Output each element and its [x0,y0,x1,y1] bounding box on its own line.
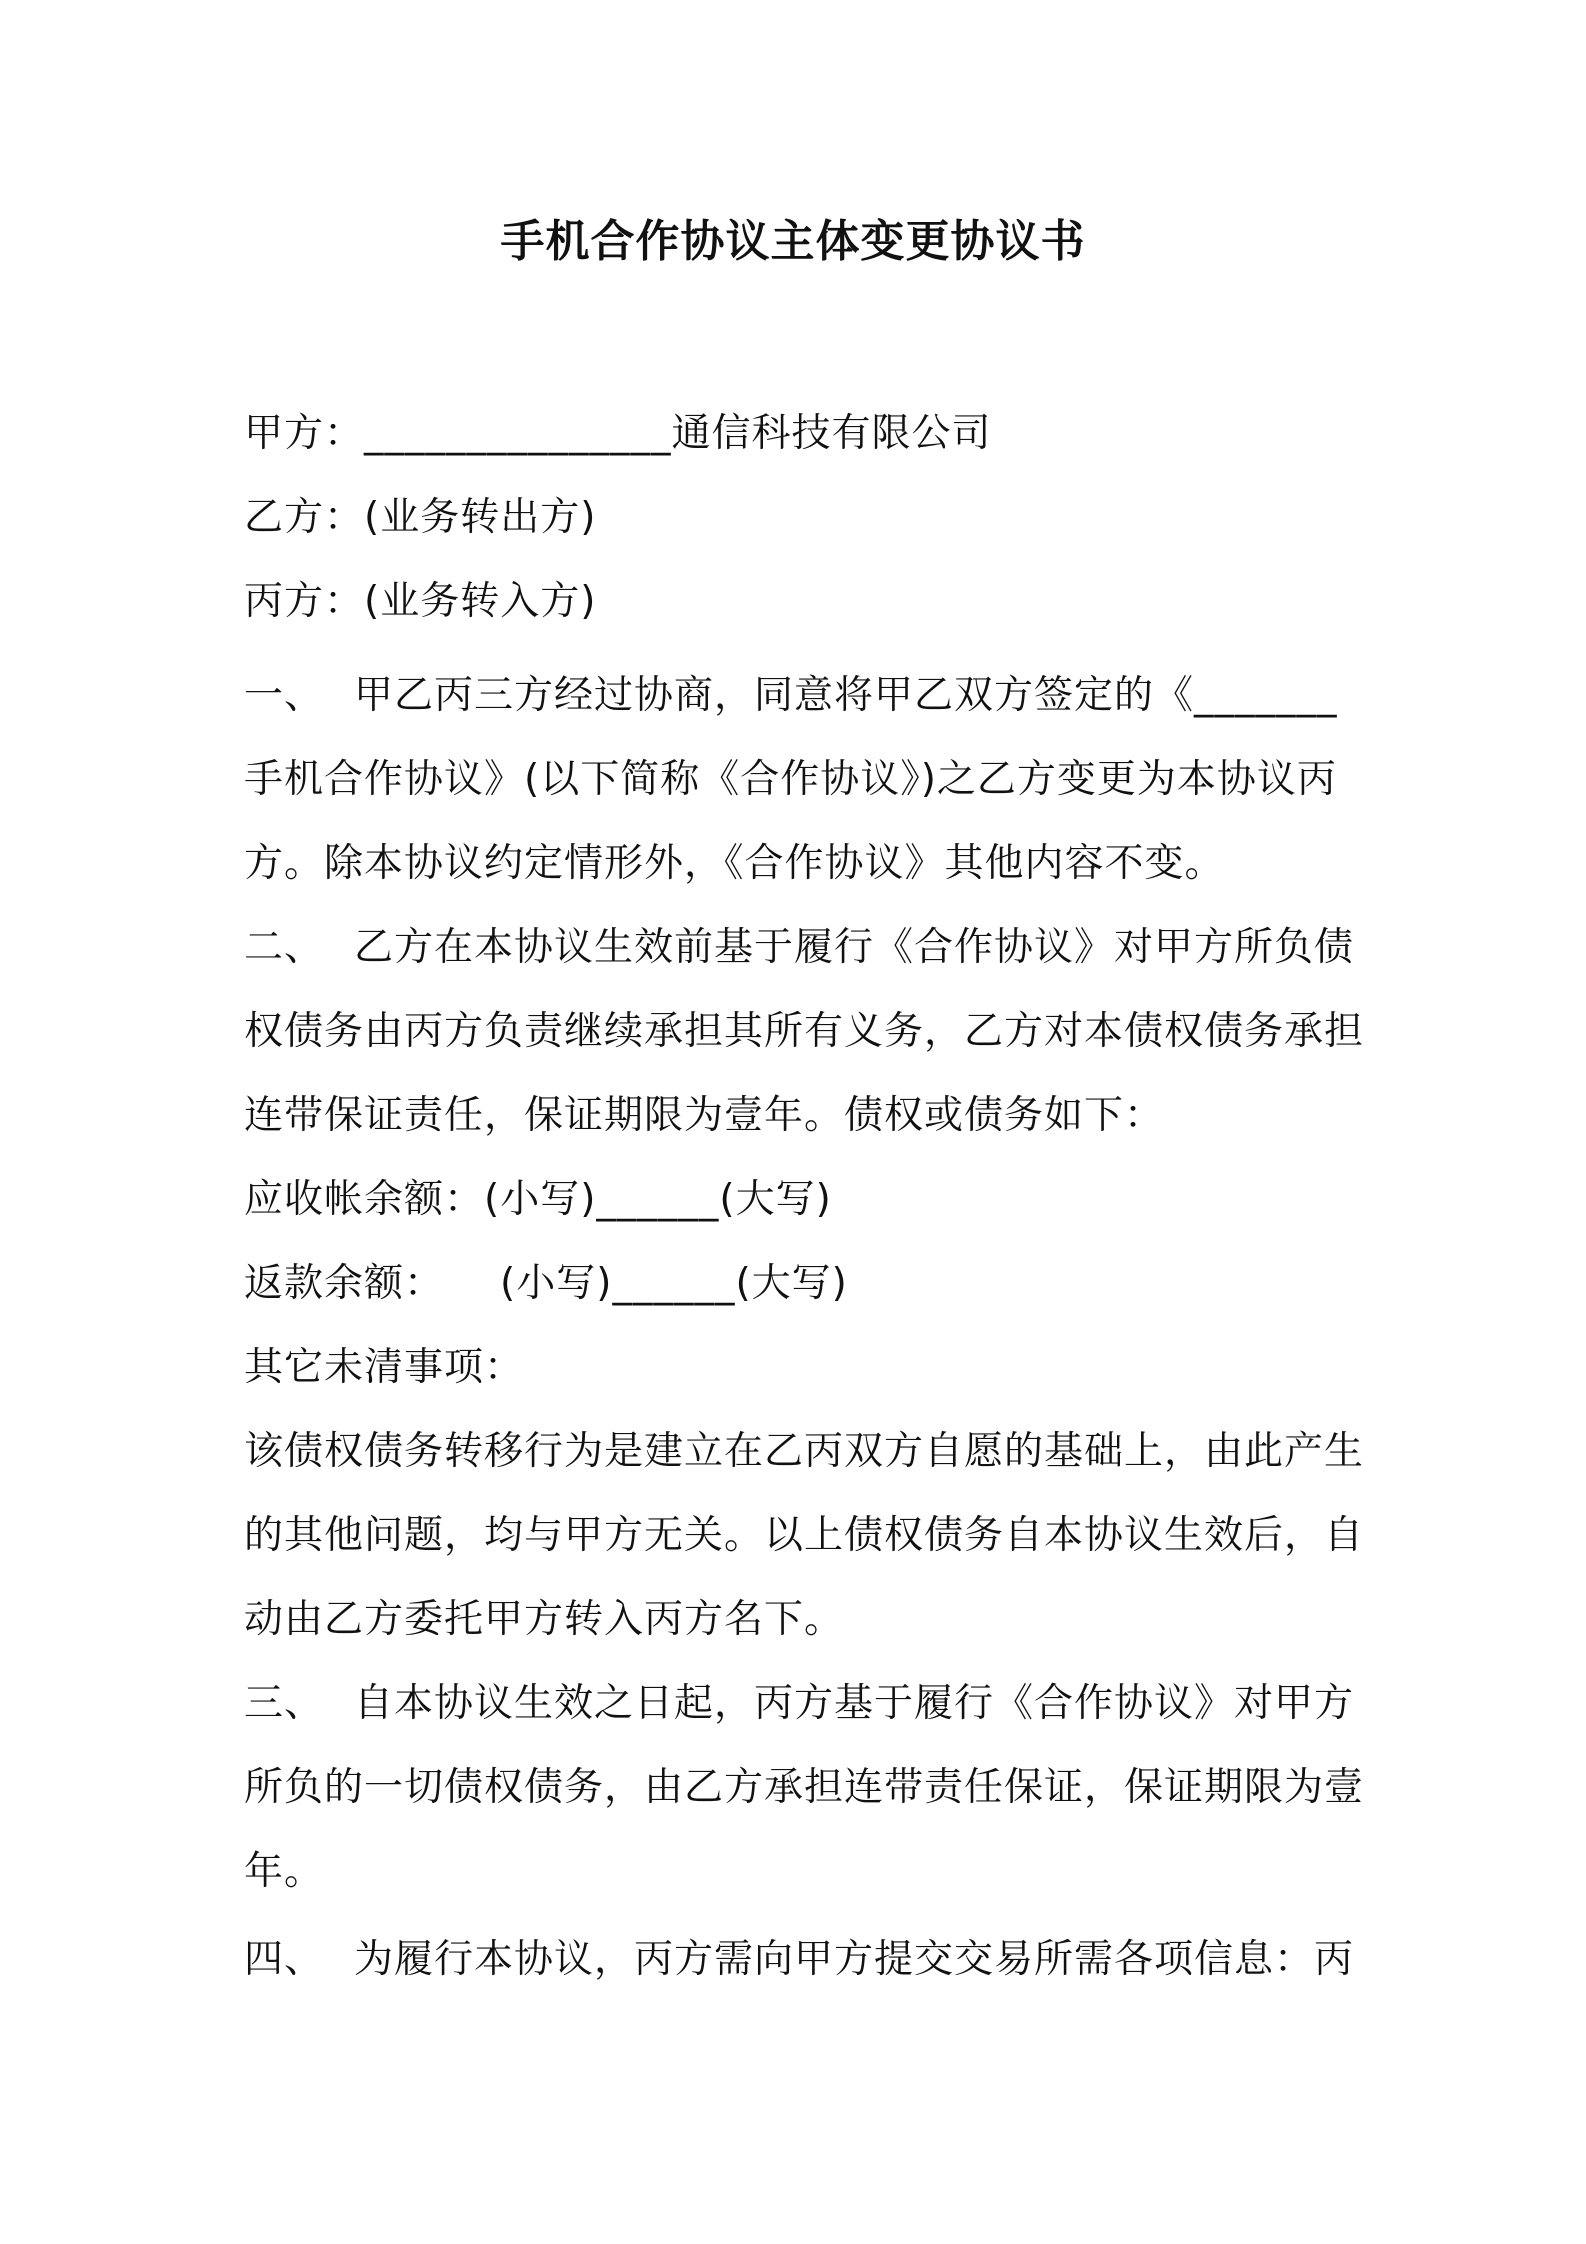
clause-3-text: 自本协议生效之日起，丙方基于履行《合作协议》对甲方 [354,1681,1355,1726]
transfer-line-3: 动由乙方委托甲方转入丙方名下。 [244,1597,845,1642]
clause-4-text: 为履行本协议，丙方需向甲方提交交易所需各项信息：丙 [354,1937,1355,1982]
rebate-balance-value: (小写)______(大写) [500,1261,848,1306]
clause-2-line-1 [244,920,1364,976]
receivable-balance-line: 应收帐余额：(小写)______(大写) [244,1177,832,1222]
clause-1-line-3: 方。除本协议约定情形外，《合作协议》其他内容不变。 [244,841,1225,886]
clause-2-number: 二、 [244,925,325,970]
party-c-line: 丙方：(业务转入方) [244,579,597,624]
clause-3-line-1 [244,1676,1364,1732]
party-b-line: 乙方：(业务转出方) [244,495,597,540]
party-a-line: 甲方：_______________通信科技有限公司 [244,411,992,456]
clause-1-line-1 [244,668,1364,724]
clause-4-number: 四、 [244,1937,325,1982]
clause-1-text: 甲乙丙三方经过协商，同意将甲乙双方签定的《_______ [354,673,1338,718]
clause-4-line-1 [244,1932,1364,1988]
rebate-balance-label: 返款余额： [244,1261,445,1306]
transfer-line-1: 该债权债务转移行为是建立在乙丙双方自愿的基础上，由此产生 [244,1429,1365,1474]
rebate-balance-line [244,1256,1364,1312]
other-matters-line: 其它未清事项： [244,1345,525,1390]
clause-3-line-2: 所负的一切债权债务，由乙方承担连带责任保证，保证期限为壹 [244,1765,1365,1810]
clause-1-number: 一、 [244,673,325,718]
clause-2-line-3: 连带保证责任，保证期限为壹年。债权或债务如下： [244,1093,1165,1138]
document-title: 手机合作协议主体变更协议书 [500,216,1086,267]
clause-1-line-2: 手机合作协议》(以下简称《合作协议》)之乙方变更为本协议丙 [244,757,1337,802]
transfer-line-2: 的其他问题，均与甲方无关。以上债权债务自本协议生效后，自 [244,1513,1365,1558]
clause-3-line-3: 年。 [244,1849,325,1894]
clause-3-number: 三、 [244,1681,325,1726]
clause-2-text: 乙方在本协议生效前基于履行《合作协议》对甲方所负债 [354,925,1355,970]
clause-2-line-2: 权债务由丙方负责继续承担其所有义务，乙方对本债权债务承担 [244,1009,1365,1054]
